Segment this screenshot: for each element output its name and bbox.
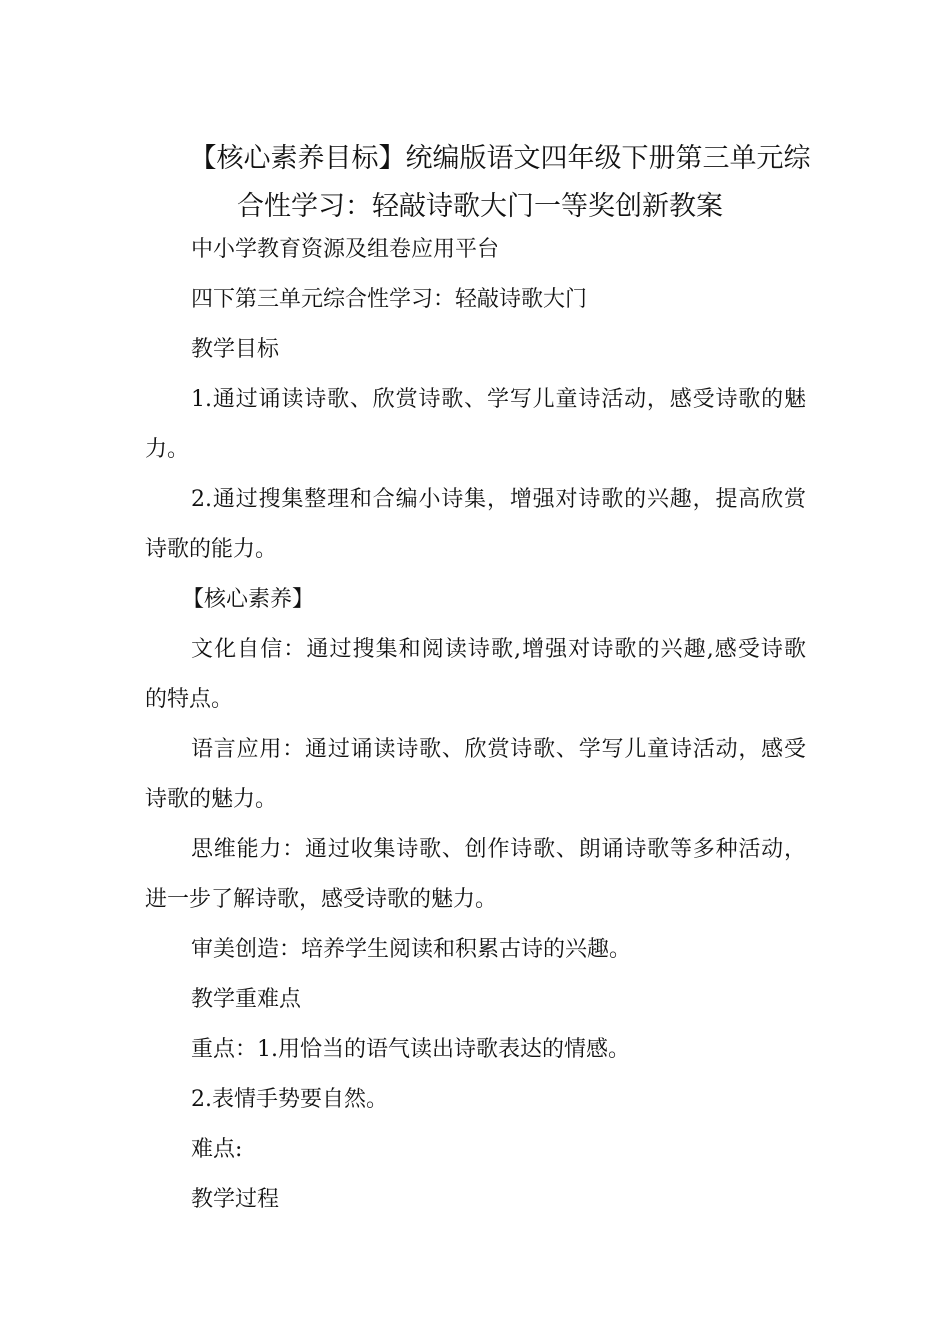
lesson-subtitle: 四下第三单元综合性学习：轻敲诗歌大门	[191, 287, 588, 312]
literacy-culture-text: 文化自信：通过搜集和阅读诗歌,增强对诗歌的兴趣,感受诗歌	[191, 637, 806, 662]
document-title-line-2: 合性学习：轻敲诗歌大门一等奖创新教案	[237, 191, 723, 222]
section-heading-process: 教学过程	[191, 1187, 280, 1212]
objective-2-line-1	[191, 475, 806, 525]
objective-1-line-1	[191, 375, 806, 425]
section-heading-core-literacy: 【核心素养】	[182, 587, 315, 612]
objective-2-line-2: 诗歌的能力。	[145, 537, 278, 562]
literacy-aesthetic: 审美创造：培养学生阅读和积累古诗的兴趣。	[191, 937, 632, 962]
literacy-language-line-1	[191, 725, 806, 775]
literacy-thinking-line-1	[191, 825, 806, 875]
literacy-thinking-text: 思维能力：通过收集诗歌、创作诗歌、朗诵诗歌等多种活动，	[191, 837, 806, 862]
platform-name: 中小学教育资源及组卷应用平台	[191, 237, 500, 262]
literacy-thinking-line-2: 进一步了解诗歌，感受诗歌的魅力。	[145, 887, 498, 912]
key-point-1: 重点：1.用恰当的语气读出诗歌表达的情感。	[191, 1037, 630, 1062]
document-title-line-1: 【核心素养目标】统编版语文四年级下册第三单元综	[189, 143, 811, 174]
section-heading-key-points: 教学重难点	[191, 987, 302, 1012]
literacy-language-text: 语言应用：通过诵读诗歌、欣赏诗歌、学写儿童诗活动，感受	[191, 737, 806, 762]
literacy-culture-line-1	[191, 625, 806, 675]
key-point-2: 2.表情手势要自然。	[191, 1087, 388, 1112]
literacy-language-line-2: 诗歌的魅力。	[145, 787, 278, 812]
literacy-culture-line-2: 的特点。	[145, 687, 234, 712]
objective-2-text: 2.通过搜集整理和合编小诗集，增强对诗歌的兴趣，提高欣赏	[191, 487, 806, 512]
objective-1-line-2: 力。	[145, 437, 190, 462]
objective-1-text: 1.通过诵读诗歌、欣赏诗歌、学写儿童诗活动，感受诗歌的魅	[191, 387, 806, 412]
section-heading-objectives: 教学目标	[191, 337, 280, 362]
difficult-point: 难点:	[191, 1137, 243, 1162]
